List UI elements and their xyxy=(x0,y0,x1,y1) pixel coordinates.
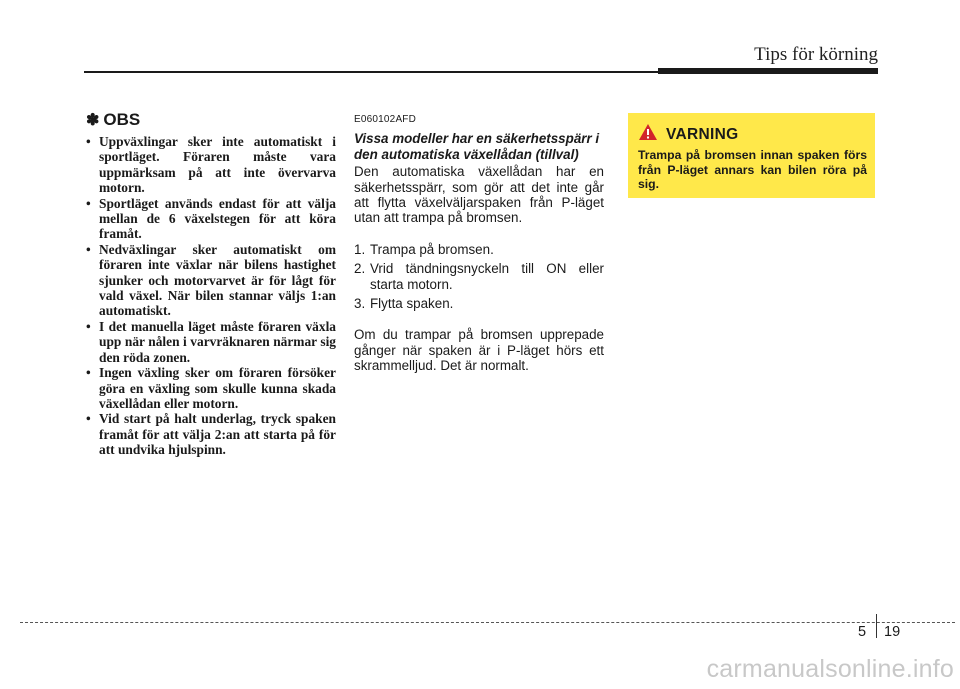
chapter-number: 5 xyxy=(858,624,867,640)
obs-note xyxy=(86,110,336,458)
shift-lock-section xyxy=(354,112,604,390)
obs-title: OBS xyxy=(103,110,141,129)
list-item: • Vid start på halt underlag, tryck spaken framåt för att välja 2:an att starta på för att undvika hjulspinn. xyxy=(86,411,336,458)
watermark: carmanualsonline.info xyxy=(706,655,954,683)
warning-text: Trampa på bromsen innan spaken förs från P-läget annars kan bilen röra på sig. xyxy=(638,148,867,192)
asterisk-icon: ✽ xyxy=(86,112,100,129)
header-rule-accent xyxy=(658,68,878,74)
list-item: • I det manuella läget måste föraren växla upp när nålen i varvräknaren närmar sig den röda zonen. xyxy=(86,318,336,365)
page-number-separator xyxy=(876,614,877,638)
warning-box xyxy=(628,113,875,198)
list-item: 2. Vrid tändningsnyckeln till ON eller starta motorn. xyxy=(354,261,604,292)
running-header: Tips för körning xyxy=(754,44,878,65)
obs-list xyxy=(86,134,336,458)
obs-heading xyxy=(86,110,336,130)
list-item: • Ingen växling sker om föraren försöker göra en växling som skulle kunna skada växellådan eller motorn. xyxy=(86,365,336,411)
list-item: 3. Flytta spaken. xyxy=(354,296,454,312)
section-code: E060102AFD xyxy=(354,114,417,125)
footer-rule xyxy=(20,622,955,623)
page-number: 19 xyxy=(884,624,901,640)
header-rule xyxy=(84,71,660,73)
warning-header xyxy=(638,123,867,146)
list-item: • Sportläget används endast för att välja mellan de 6 växelstegen för att köra framåt. xyxy=(86,195,336,242)
section-subheading: Vissa modeller har en säkerhetsspärr i den automatiska växellådan (tillval) xyxy=(354,131,600,162)
section-note: Om du trampar på bromsen upprepade gånger när spaken är i P-läget hörs ett skrammelljud. Det är normalt. xyxy=(354,327,604,374)
warning-triangle-icon xyxy=(638,123,658,146)
section-intro: Den automatiska växellådan har en säkerhetsspärr, som gör att det inte går att flytta växelväljarspaken från P-läget utan att trampa på bromsen. xyxy=(354,164,604,226)
list-item: 1. Trampa på bromsen. xyxy=(354,241,494,257)
warning-title: VARNING xyxy=(666,125,739,143)
list-item: • Nedväxlingar sker automatiskt om föraren inte växlar när bilens hastighet sjunker och motorvarvet är för lågt för vald växel. När bilen stannar väljs 1:an automatiskt. xyxy=(86,241,336,319)
steps-list xyxy=(354,242,604,312)
list-item: • Uppväxlingar sker inte automatiskt i sportläget. Föraren måste vara uppmärksam på att inte övervarva motorn. xyxy=(86,134,336,196)
